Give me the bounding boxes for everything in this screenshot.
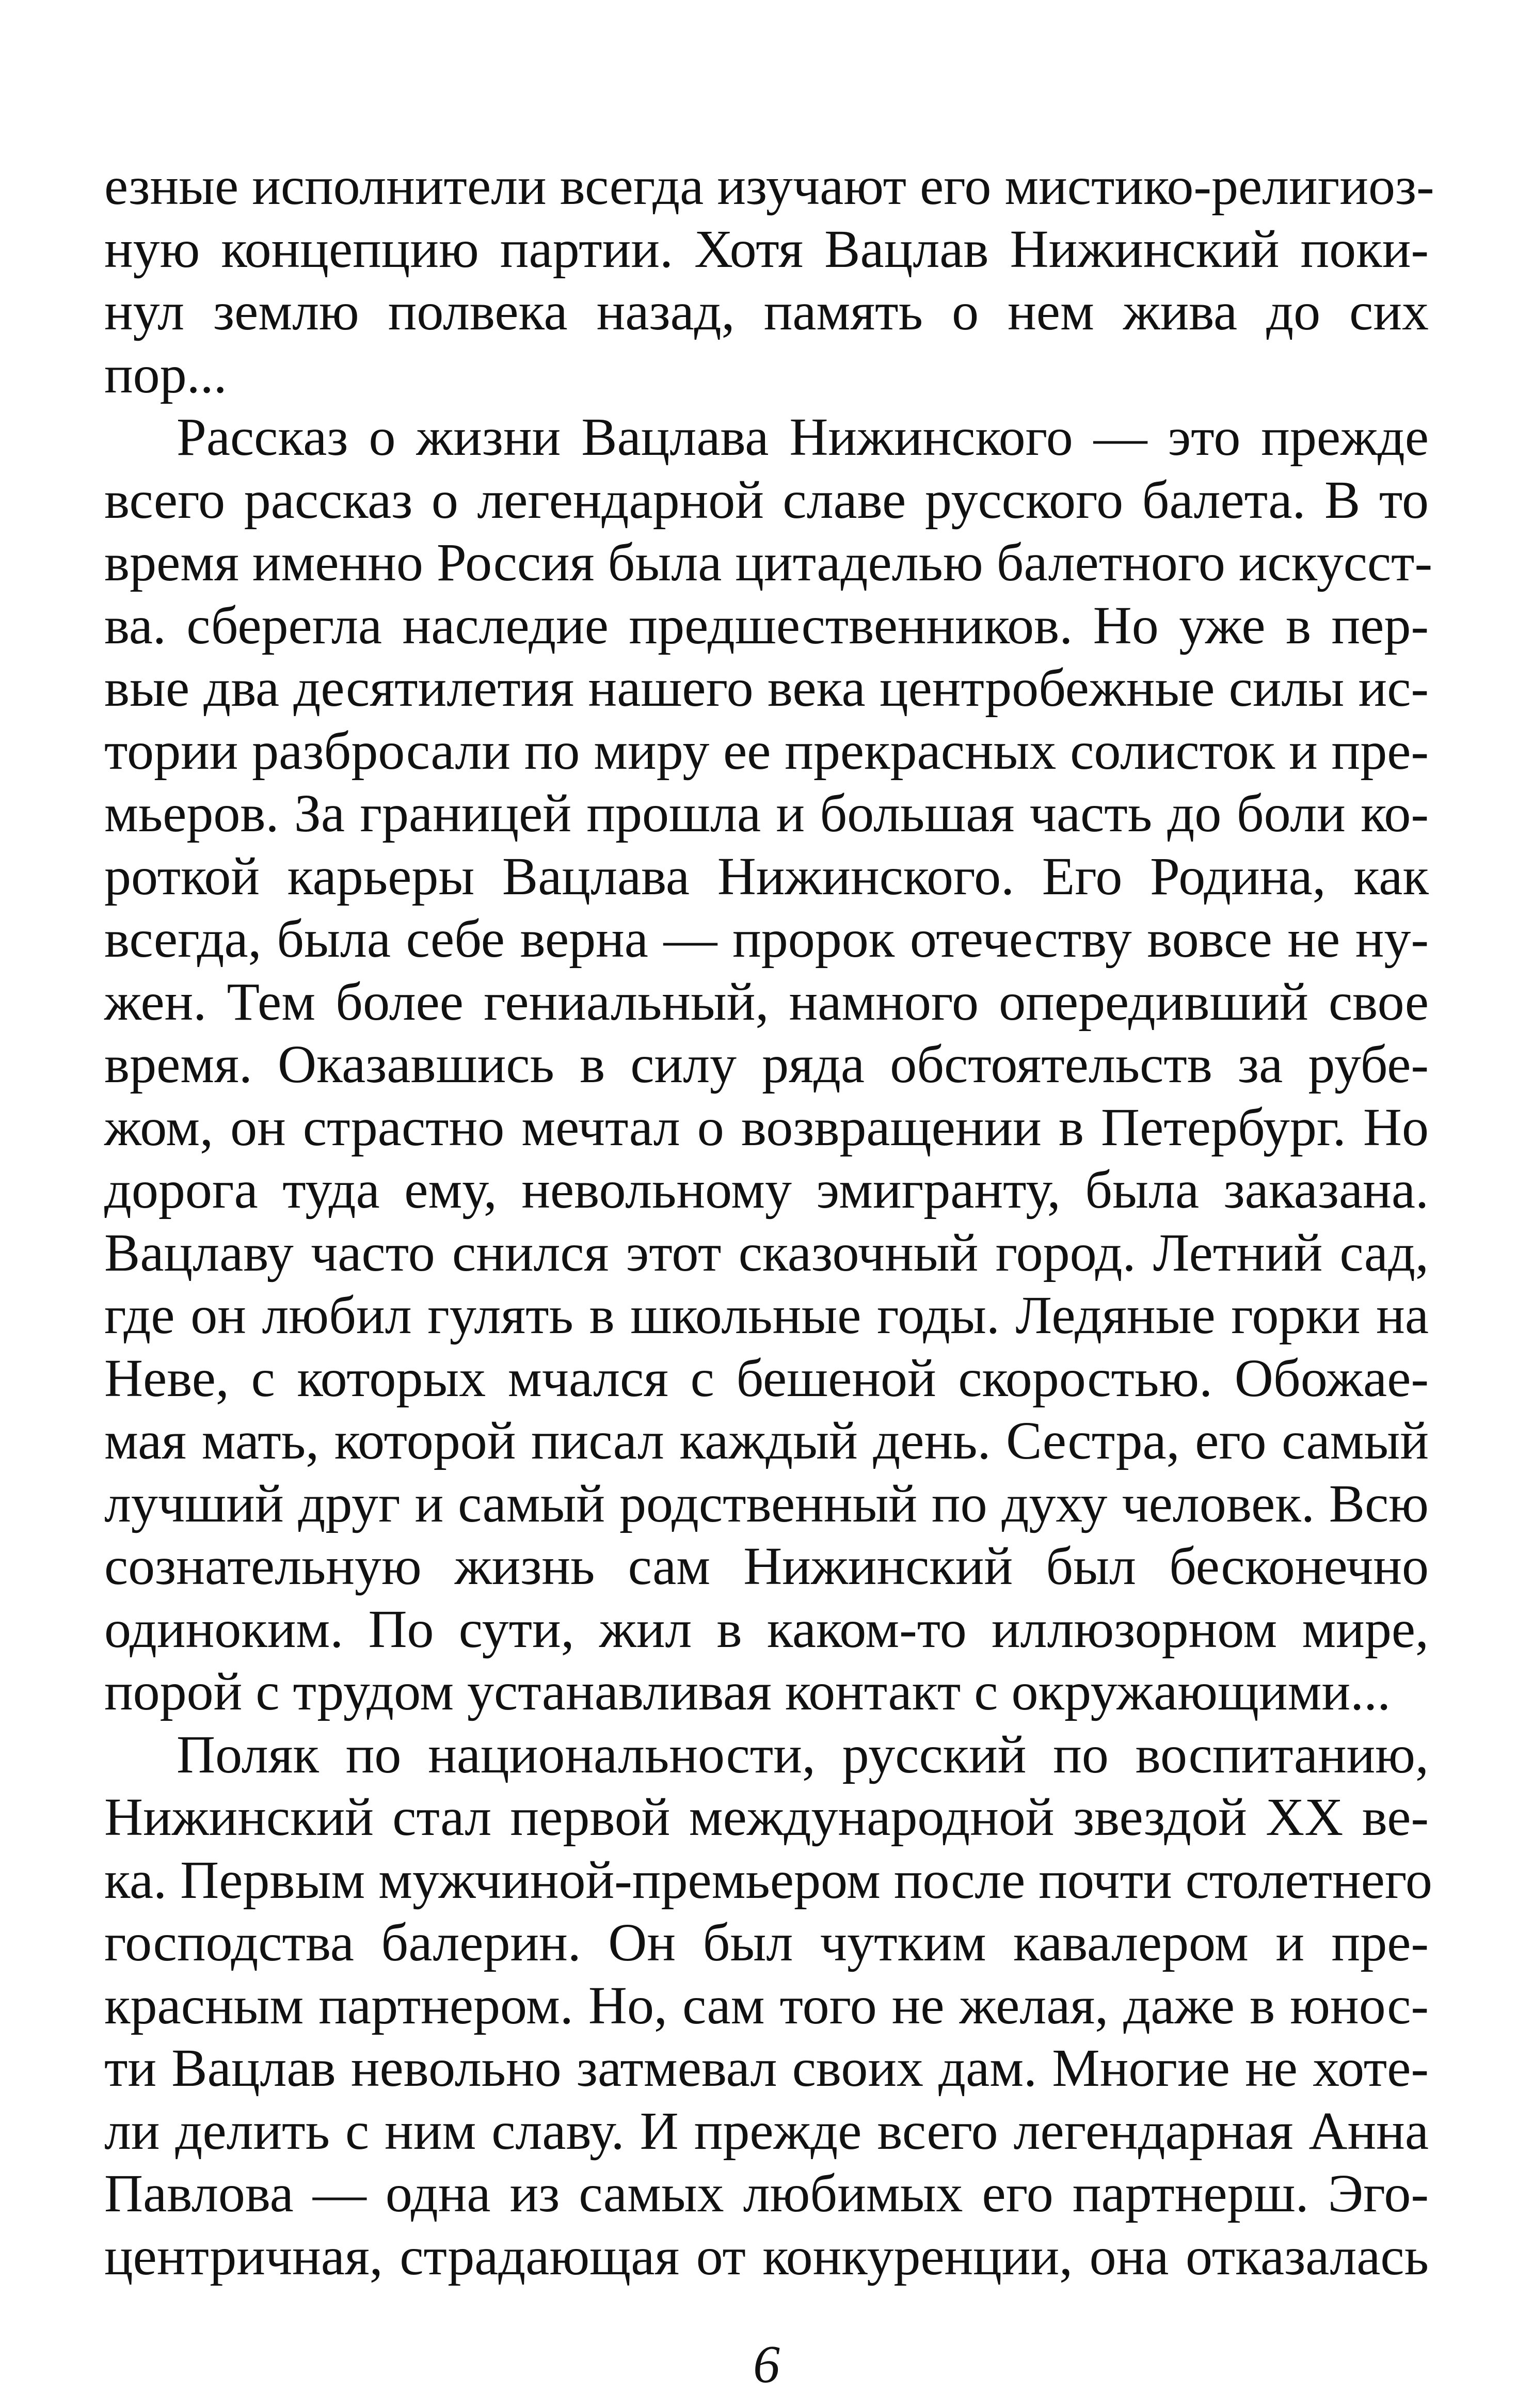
text-line: мьеров. За границей прошла и большая часть до боли ко- — [104, 784, 1429, 843]
text-line: тории разбросали по миру ее прекрасных солисток и пре- — [104, 721, 1429, 781]
text-line: вые два десятилетия нашего века центробежные силы ис- — [104, 658, 1429, 718]
text-line: одиноким. По сути, жил в каком-то иллюзорном мире, — [104, 1599, 1429, 1659]
text-line: жен. Тем более гениальный, намного опередивший свое — [104, 972, 1429, 1032]
text-line: жом, он страстно мечтал о возвращении в Петербург. Но — [104, 1097, 1429, 1157]
text-line: лучший друг и самый родственный по духу человек. Всю — [104, 1474, 1429, 1533]
text-line: ли делить с ним славу. И прежде всего легендарная Анна — [104, 2101, 1429, 2161]
text-line: Павлова — одна из самых любимых его партнерш. Эго- — [104, 2164, 1429, 2223]
text-line: всегда, была себе верна — пророк отечеству вовсе не ну- — [104, 909, 1429, 969]
text-line: мая мать, которой писал каждый день. Сестра, его самый — [104, 1411, 1429, 1470]
text-line: всего рассказ о легендарной славе русского балета. В то — [104, 470, 1429, 530]
text-line: дорога туда ему, невольному эмигранту, была заказана. — [104, 1160, 1429, 1219]
text-line: ти Вацлав невольно затмевал своих дам. Многие не хоте- — [104, 2038, 1429, 2098]
text-line: порой с трудом устанавливая контакт с окружающими... — [104, 1662, 1391, 1721]
text-line: Нижинский стал первой международной звездой XX ве- — [104, 1787, 1429, 1847]
text-line: ную концепцию партии. Хотя Вацлав Нижинский поки- — [104, 219, 1429, 279]
text-line: пор... — [104, 344, 227, 404]
text-line: центричная, страдающая от конкуренции, она отказалась — [104, 2226, 1429, 2286]
text-line: время. Оказавшись в силу ряда обстоятельств за рубе- — [104, 1035, 1429, 1094]
text-line: Поляк по национальности, русский по воспитанию, — [177, 1724, 1429, 1784]
paragraph — [104, 406, 1433, 1723]
text-line: сознательную жизнь сам Нижинский был бесконечно — [104, 1536, 1429, 1596]
body-text — [104, 155, 1434, 2288]
text-line: роткой карьеры Вацлава Нижинского. Его Родина, как — [104, 846, 1429, 906]
paragraph — [104, 155, 1434, 406]
text-line: нул землю полвека назад, память о нем жива до сих — [104, 282, 1429, 341]
text-line: где он любил гулять в школьные годы. Ледяные горки на — [104, 1286, 1429, 1345]
text-line: Неве, с которых мчался с бешеной скоростью. Обожае- — [104, 1348, 1429, 1408]
text-line: Вацлаву часто снился этот сказочный город. Летний сад, — [104, 1223, 1429, 1282]
text-line: красным партнером. Но, сам того не желая, даже в юнос- — [104, 1975, 1429, 2035]
text-line: езные исполнители всегда изучают его мистико-религиоз- — [104, 156, 1434, 216]
text-line: ва. сберегла наследие предшественников. Но уже в пер- — [104, 595, 1429, 655]
page-number: 6 — [753, 2335, 780, 2394]
text-line: Рассказ о жизни Вацлава Нижинского — это прежде — [177, 407, 1429, 467]
text-line: ка. Первым мужчиной-премьером после почти столетнего — [104, 1850, 1432, 1910]
text-line: время именно Россия была цитаделью балетного искусст- — [104, 533, 1433, 592]
text-line: господства балерин. Он был чутким кавалером и пре- — [104, 1913, 1429, 1972]
paragraph — [104, 1723, 1432, 2288]
